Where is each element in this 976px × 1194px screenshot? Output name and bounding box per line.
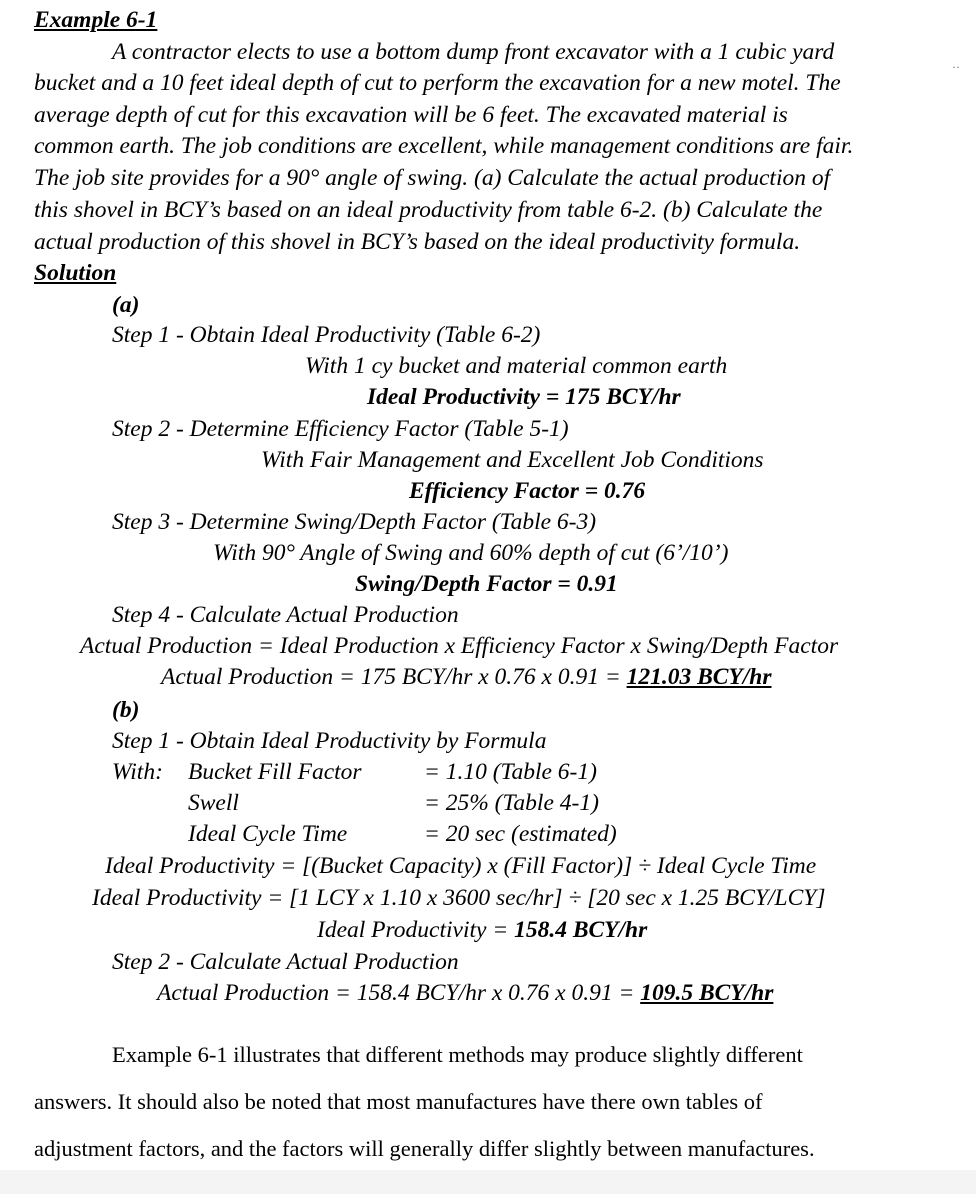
commentary-line-3: adjustment factors, and the factors will generally differ slightly between manufactures. [34, 1136, 815, 1161]
part-b-formula-1: Ideal Productivity = [(Bucket Capacity) x (Fill Factor)] ÷ Ideal Cycle Time [105, 853, 817, 879]
problem-line-3: average depth of cut for this excavation will be 6 feet. The excavated material is [34, 102, 788, 128]
param-name-swell: Swell [188, 790, 239, 816]
part-a-formula: Actual Production = Ideal Production x Efficiency Factor x Swing/Depth Factor [80, 633, 839, 659]
commentary-line-2: answers. It should also be noted that most manufactures have there own tables of [34, 1089, 763, 1114]
example-title: Example 6-1 [34, 7, 158, 33]
param-value-cycle-time: = 20 sec (estimated) [424, 821, 617, 847]
problem-line-7: actual production of this shovel in BCY’s based on the ideal productivity formula. [34, 229, 801, 255]
problem-line-6: this shovel in BCY’s based on an ideal productivity from table 6-2. (b) Calculate the [34, 197, 823, 223]
part-b-calc-prefix: Actual Production = 158.4 BCY/hr x 0.76 x 0.91 = [157, 980, 641, 1006]
part-a-step3-detail: With 90° Angle of Swing and 60% depth of cut (6’/10’) [213, 540, 729, 566]
part-a-step3: Step 3 - Determine Swing/Depth Factor (Table 6-3) [112, 509, 597, 535]
part-b-formula-2: Ideal Productivity = [1 LCY x 1.10 x 3600 sec/hr] ÷ [20 sec x 1.25 BCY/LCY] [92, 885, 826, 911]
solution-heading: Solution [34, 260, 117, 286]
part-b-step2: Step 2 - Calculate Actual Production [112, 949, 459, 975]
problem-line-1: A contractor elects to use a bottom dump front excavator with a 1 cubic yard [112, 39, 835, 65]
param-name-cycle-time: Ideal Cycle Time [188, 821, 348, 847]
part-a-step4: Step 4 - Calculate Actual Production [112, 602, 459, 628]
margin-mark: ·· [952, 60, 960, 74]
page-bottom-margin [0, 1170, 976, 1194]
part-a-calculation [161, 662, 772, 692]
param-value-fill-factor: = 1.10 (Table 6-1) [424, 759, 597, 785]
part-b-answer: 109.5 BCY/hr [640, 980, 774, 1006]
part-b-result-prefix: Ideal Productivity = [317, 917, 515, 943]
part-b-label: (b) [112, 697, 140, 723]
part-a-step2-detail: With Fair Management and Excellent Job Conditions [261, 447, 764, 473]
part-a-answer: 121.03 BCY/hr [626, 664, 772, 690]
part-a-step1-detail: With 1 cy bucket and material common earth [305, 353, 728, 379]
problem-line-2: bucket and a 10 feet ideal depth of cut to perform the excavation for a new motel. The [34, 70, 841, 96]
part-a-calc-prefix: Actual Production = 175 BCY/hr x 0.76 x 0.91 = [161, 664, 627, 690]
part-b-ideal-result [317, 915, 647, 945]
part-b-with-label: With: [112, 759, 163, 785]
part-a-step1-result: Ideal Productivity = 175 BCY/hr [367, 384, 681, 410]
part-b-step1: Step 1 - Obtain Ideal Productivity by Formula [112, 728, 547, 754]
part-b-calculation [157, 978, 773, 1008]
param-value-swell: = 25% (Table 4-1) [424, 790, 599, 816]
part-a-step1: Step 1 - Obtain Ideal Productivity (Table 6-2) [112, 322, 541, 348]
part-b-result-value: 158.4 BCY/hr [514, 917, 648, 943]
part-a-step2: Step 2 - Determine Efficiency Factor (Table 5-1) [112, 416, 569, 442]
problem-line-4: common earth. The job conditions are excellent, while management conditions are fair. [34, 133, 854, 159]
commentary-line-1: Example 6-1 illustrates that different methods may produce slightly different [112, 1042, 803, 1067]
part-a-step2-result: Efficiency Factor = 0.76 [409, 478, 646, 504]
param-name-fill-factor: Bucket Fill Factor [188, 759, 362, 785]
part-a-step3-result: Swing/Depth Factor = 0.91 [355, 571, 618, 597]
problem-line-5: The job site provides for a 90° angle of swing. (a) Calculate the actual production of [34, 165, 831, 191]
part-a-label: (a) [112, 292, 140, 318]
